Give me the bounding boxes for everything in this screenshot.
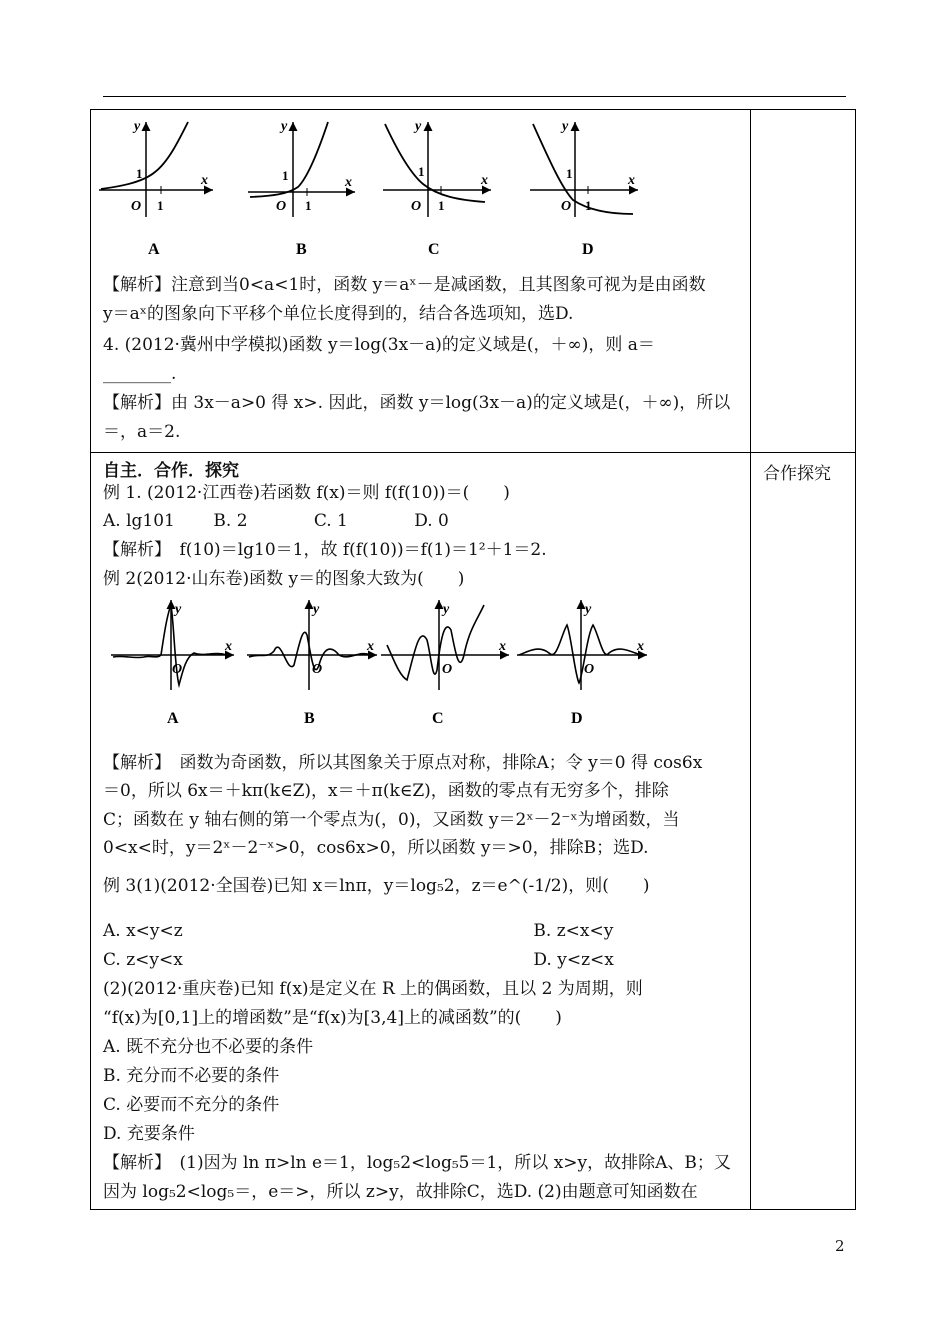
ex2-b-y: y — [313, 602, 320, 617]
ex2-label-c: C — [432, 710, 444, 727]
ex2-graph-d — [517, 600, 647, 727]
example-3-part2-line-1: (2)(2012·重庆卷)已知 f(x)是定义在 R 上的偶函数，且以 2 为周期，则 — [103, 979, 643, 999]
ex2-label-b: B — [304, 710, 315, 727]
ex2-a-x: x — [225, 639, 232, 654]
graph-c-label: C — [428, 241, 440, 258]
side-cell-2 — [750, 452, 856, 1210]
ex2-graph-c — [381, 600, 509, 727]
graph-c-one-y: 1 — [418, 164, 425, 179]
ex2-c-x: x — [499, 639, 506, 654]
graph-d-y-label: y — [562, 119, 569, 134]
ex3-options-row-1 — [103, 921, 613, 941]
graph-a-y-label: y — [134, 119, 141, 134]
ex3-option-d: D. y<z<x — [533, 950, 614, 970]
example-2-analysis-4: 0<x<时，y＝2ˣ－2⁻ˣ>0，cos6x>0，所以函数 y＝>0，排除B；选D. — [103, 838, 649, 858]
analysis-line-2: y＝aˣ的图象向下平移个单位长度得到的，结合各选项知，选D. — [103, 304, 574, 324]
ex3-option-a: A. x<y<z — [103, 921, 183, 941]
graph-b-one-y: 1 — [282, 168, 289, 183]
content-cell-2 — [90, 452, 751, 1210]
ex2-b-origin: O — [312, 662, 323, 677]
graph-d — [530, 119, 638, 258]
ex3-part2-option-c: C. 必要而不充分的条件 — [103, 1095, 280, 1115]
example-2-analysis-1: 【解析】 函数为奇函数，所以其图象关于原点对称，排除A；令 y＝0 得 cos6x — [103, 753, 703, 773]
ex3-part2-option-b: B. 充分而不必要的条件 — [103, 1066, 280, 1086]
graph-b — [248, 119, 355, 258]
example-3-analysis-1: 【解析】 (1)因为 ln π>ln e＝1，log₅2<log₅5＝1，所以 x>y，故排除A、B；又 — [103, 1153, 731, 1173]
graph-c — [383, 119, 491, 258]
ex3-option-b: B. z<x<y — [533, 921, 614, 941]
ex1-option-c: C. 1 — [313, 511, 348, 531]
ex2-a-origin: O — [172, 662, 183, 677]
graph-d-x-label: x — [628, 173, 635, 188]
ex2-label-a: A — [167, 710, 179, 727]
graph-c-one-x: 1 — [438, 198, 445, 213]
example-2-analysis-2: ＝0，所以 6x＝＋kπ(k∈Z)，x＝＋π(k∈Z)，函数的零点有无穷多个，排除 — [103, 781, 669, 801]
ex2-a-y: y — [175, 602, 182, 617]
page-number: 2 — [835, 1237, 845, 1255]
graph-b-one-x: 1 — [305, 198, 312, 213]
example-1-options — [103, 511, 449, 531]
graph-c-y-label: y — [415, 119, 422, 134]
lesson-table — [90, 109, 856, 1210]
side-cell-1 — [750, 109, 856, 453]
graph-b-label: B — [296, 241, 307, 258]
example-3-stem: 例 3(1)(2012·全国卷)已知 x＝lnπ，y＝log₅2，z＝e^(-1/2)，则( ) — [103, 876, 650, 896]
graph-a-x-label: x — [201, 173, 208, 188]
exponential-graphs — [93, 112, 743, 272]
oscillating-graphs — [109, 595, 669, 745]
graph-d-one-x: 1 — [585, 198, 592, 213]
question-4-blank: ________. — [103, 364, 177, 384]
ex2-c-origin: O — [442, 662, 453, 677]
side-label: 合作探究 — [763, 464, 831, 484]
ex2-graph-b — [247, 600, 377, 727]
ex2-d-origin: O — [584, 662, 595, 677]
graph-b-x-label: x — [345, 175, 352, 190]
question-4-analysis-2: ＝，a＝2. — [103, 422, 181, 442]
example-1-analysis: 【解析】 f(10)＝lg10＝1，故 f(f(10))＝f(1)＝1²＋1＝2. — [103, 540, 547, 560]
ex2-d-y: y — [585, 602, 592, 617]
graph-d-one-y: 1 — [566, 166, 573, 181]
ex2-c-y: y — [443, 602, 450, 617]
graph-b-origin: O — [276, 199, 287, 214]
graph-d-label: D — [582, 241, 594, 258]
example-3-part2-line-2: “f(x)为[0,1]上的增函数”是“f(x)为[3,4]上的减函数”的( ) — [103, 1008, 562, 1028]
ex2-label-d: D — [571, 710, 583, 727]
analysis-line-1: 【解析】注意到当0<a<1时，函数 y＝aˣ－是减函数，且其图象可视为是由函数 — [103, 275, 706, 295]
question-4-line-1: 4. (2012·冀州中学模拟)函数 y＝log(3x－a)的定义域是(，＋∞)，则 a＝ — [103, 335, 655, 355]
example-3-analysis-2: 因为 log₅2<log₅＝，e＝>，所以 z>y，故排除C，选D. (2)由题意可知函数在 — [103, 1182, 698, 1202]
content-cell-1 — [90, 109, 751, 453]
ex3-option-c: C. z<y<x — [103, 950, 183, 970]
graph-b-y-label: y — [281, 119, 288, 134]
example-2-analysis-3: C；函数在 y 轴右侧的第一个零点为(，0)，又函数 y＝2ˣ－2⁻ˣ为增函数，当 — [103, 810, 680, 830]
section-title: 自主．合作．探究 — [103, 461, 239, 481]
ex3-part2-option-d: D. 充要条件 — [103, 1124, 195, 1144]
graph-c-origin: O — [411, 199, 422, 214]
ex1-option-b: B. 2 — [213, 511, 248, 531]
example-2-stem: 例 2(2012·山东卷)函数 y＝的图象大致为( ) — [103, 569, 465, 589]
ex2-b-x: x — [367, 639, 374, 654]
graph-d-origin: O — [561, 199, 572, 214]
ex2-d-x: x — [637, 639, 644, 654]
ex2-graph-a — [111, 600, 234, 727]
ex3-options-row-2 — [103, 950, 614, 970]
example-1-stem: 例 1. (2012·江西卷)若函数 f(x)＝则 f(f(10))＝( ) — [103, 483, 510, 503]
ex1-option-d: D. 0 — [414, 511, 449, 531]
graph-a-label: A — [148, 241, 160, 258]
header-rule — [103, 96, 846, 97]
graph-c-x-label: x — [481, 173, 488, 188]
question-4-analysis-1: 【解析】由 3x－a>0 得 x>. 因此，函数 y＝log(3x－a)的定义域是(，＋∞)，所以 — [103, 393, 731, 413]
graph-a-origin: O — [131, 199, 142, 214]
graph-a-one-x: 1 — [157, 198, 164, 213]
ex1-option-a: A. lg101 — [103, 511, 175, 531]
graph-a — [99, 119, 213, 258]
graph-a-one-y: 1 — [136, 166, 143, 181]
ex3-part2-option-a: A. 既不充分也不必要的条件 — [103, 1037, 314, 1057]
